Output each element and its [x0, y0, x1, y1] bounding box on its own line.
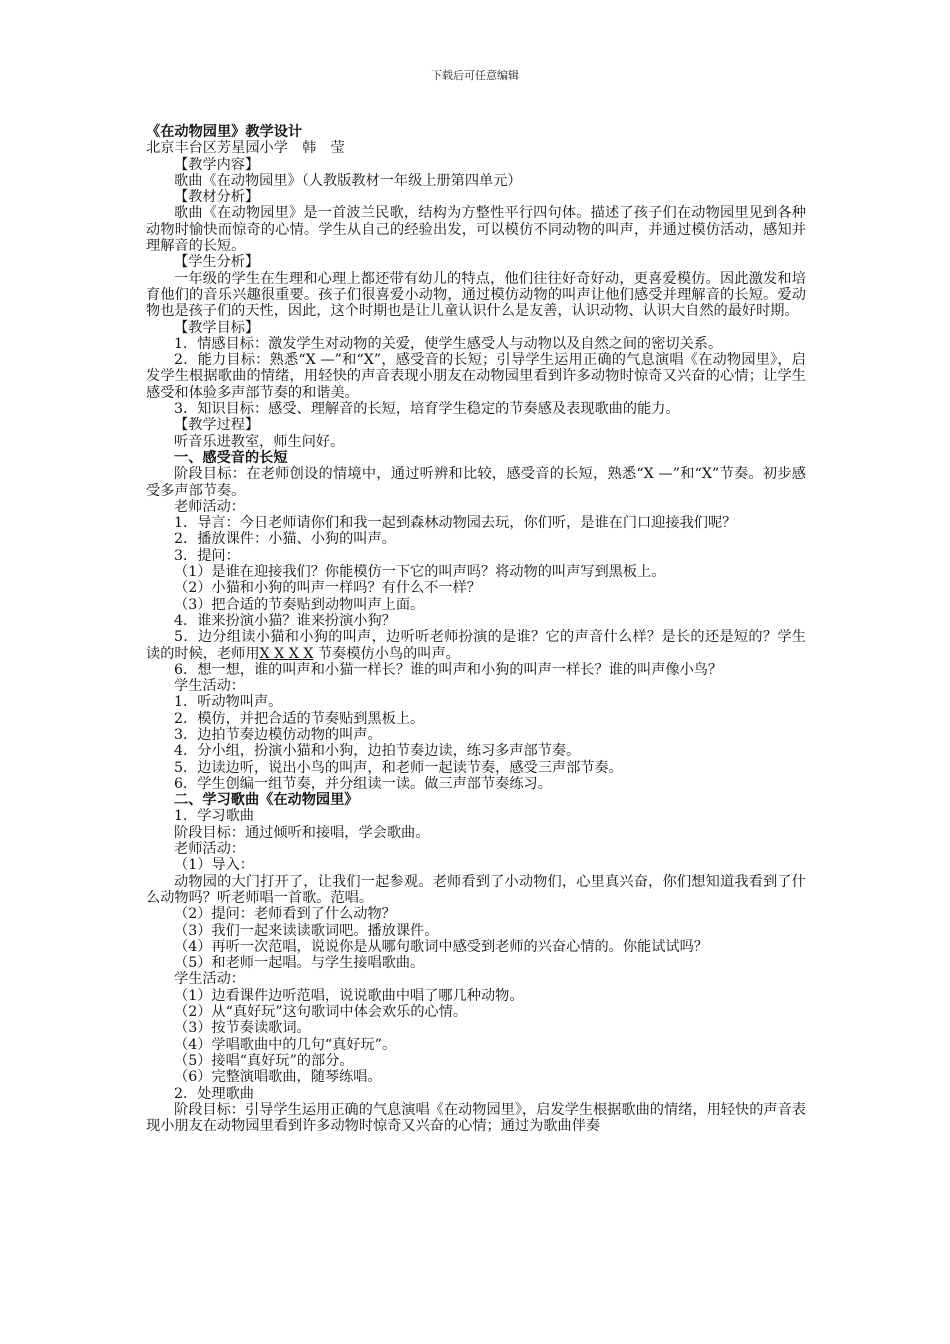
page-header: 下载后可任意编辑 [431, 69, 519, 82]
teacher-step-5 [146, 629, 806, 662]
section-1-title: 一、感受音的长短 [174, 449, 288, 466]
teacher-step-3-3: （3）把合适的节奏贴到动物叫声上面。 [174, 596, 425, 613]
doc-title: 《在动物园里》教学设计 [146, 124, 303, 140]
student-step-3: 3．边拍节奏边模仿动物的叫声。 [174, 726, 382, 743]
teacher-step-3-2: （2）小猫和小狗的叫声一样吗？有什么不一样？ [174, 580, 481, 597]
section-2-title: 二、学习歌曲《在动物园里》 [174, 792, 359, 809]
heading-material: 【教材分析】 [174, 189, 260, 206]
doc-author: 北京丰台区芳星园小学 韩 莹 [146, 140, 345, 157]
teacher-step-4: 4．谁来扮演小猫？谁来扮演小狗？ [174, 612, 396, 629]
goal-1: 1．情感目标：激发学生对动物的关爱，使学生感受人与动物以及自然之间的密切关系。 [174, 335, 723, 352]
teacher-song-4: （4）再听一次范唱，说说你是从哪句歌词中感受到老师的兴奋心情的。你能试试吗？ [174, 938, 708, 955]
student-song-6: （6）完整演唱歌曲，随琴练唱。 [174, 1069, 382, 1086]
heading-student: 【学生分析】 [174, 254, 260, 271]
teacher-song-1-text: 动物园的大门打开了，让我们一起参观。老师看到了小动物们，心里真兴奋，你们想知道我看到了什么动物吗？听老师唱一首歌。范唱。 [146, 873, 806, 906]
student-song-3: （3）按节奏读歌词。 [174, 1020, 311, 1037]
goal-3: 3．知识目标：感受、理解音的长短，培育学生稳定的节奏感及表现歌曲的能力。 [174, 401, 680, 418]
student-step-2: 2．模仿，并把合适的节奏贴到黑板上。 [174, 710, 425, 727]
section-2-sub-1: 1．学习歌曲 [174, 808, 254, 825]
section-2-sub-2: 2．处理歌曲 [174, 1085, 254, 1102]
section-1-student-label: 学生活动： [174, 678, 245, 695]
teacher-song-1: （1）导入： [174, 857, 254, 874]
student-step-6: 6．学生创编一组节奏，并分组读一读。做三声部节奏练习。 [174, 775, 552, 792]
student-text: 一年级的学生在生理和心理上都还带有幼儿的特点，他们往往好奇好动，更喜爱模仿。因此激发和培育他们的音乐兴趣很重要。孩子们很喜爱小动物，通过模仿动物的叫声让他们感受并理解音的长短。爱动物也是孩子们的天性，因此，这个时期也是让儿童认识什么是友善，认识动物、认识大自然的最好时期。 [146, 270, 806, 320]
teacher-step-1: 1．导言：今日老师请你们和我一起到森林动物园去玩，你们听，是谁在门口迎接我们呢？ [174, 515, 737, 532]
section-2-goal: 阶段目标：通过倾听和接唱，学会歌曲。 [174, 824, 430, 841]
section-2-student-label: 学生活动： [174, 971, 245, 988]
heading-content: 【教学内容】 [174, 156, 260, 173]
teacher-step-5-text: 5．边分组读小猫和小狗的叫声，边听听老师扮演的是谁？它的声音什么样？是长的还是短的？学生读的时候，老师用 [146, 629, 806, 662]
teacher-step-2: 2．播放课件：小猫、小狗的叫声。 [174, 531, 396, 548]
teacher-song-2: （2）提问：老师看到了什么动物？ [174, 906, 396, 923]
student-song-1: （1）边看课件边听范唱，说说歌曲中唱了哪几种动物。 [174, 987, 524, 1004]
section-2-teacher-label: 老师活动： [174, 841, 245, 858]
heading-goals: 【教学目标】 [174, 319, 260, 336]
student-song-5: （5）接唱“真好玩”的部分。 [174, 1052, 354, 1069]
student-song-2: （2）从“真好玩”这句歌词中体会欢乐的心情。 [174, 1004, 468, 1021]
student-step-1: 1．听动物叫声。 [174, 694, 283, 711]
teacher-song-5: （5）和老师一起唱。与学生接唱歌曲。 [174, 955, 425, 972]
document-body [146, 124, 806, 1134]
process-intro: 听音乐进教室，师生问好。 [174, 433, 345, 450]
student-step-4: 4．分小组，扮演小猫和小狗，边拍节奏边读，练习多声部节奏。 [174, 743, 581, 760]
goal-2: 2．能力目标：熟悉“X —”和“X”，感受音的长短；引导学生运用正确的气息演唱《在动物园里》，启发学生根据歌曲的情绪，用轻快的声音表现小朋友在动物园里看到许多动物时惊奇又兴奋的心情；让学生感受和体验多声部节奏的和谐美。 [146, 352, 806, 401]
student-song-4: （4）学唱歌曲中的几句“真好玩”。 [174, 1036, 397, 1053]
rhythm-notation: X X X X [259, 645, 314, 662]
teacher-song-3: （3）我们一起来读读歌词吧。播放课件。 [174, 922, 439, 939]
student-step-5: 5．边读边听，说出小鸟的叫声，和老师一起读节奏，感受三声部节奏。 [174, 759, 623, 776]
teacher-step-3: 3．提问： [174, 547, 240, 564]
section-1-teacher-label: 老师活动： [174, 498, 245, 515]
teacher-step-5-tail: 节奏模仿小鸟的叫声。 [313, 645, 460, 662]
teacher-step-6: 6．想一想，谁的叫声和小猫一样长？谁的叫声和小狗的叫声一样长？谁的叫声像小鸟？ [174, 661, 723, 678]
content-text: 歌曲《在动物园里》（人教版教材一年级上册第四单元） [174, 172, 522, 189]
teacher-step-3-1: （1）是谁在迎接我们？你能模仿一下它的叫声吗？将动物的叫声写到黑板上。 [174, 564, 666, 581]
section-2-goal-2: 阶段目标：引导学生运用正确的气息演唱《在动物园里》，启发学生根据歌曲的情绪，用轻快的声音表现小朋友在动物园里看到许多动物时惊奇又兴奋的心情；通过为歌曲伴奏 [146, 1101, 806, 1135]
section-1-goal: 阶段目标：在老师创设的情境中，通过听辨和比较，感受音的长短，熟悉“X —”和“X”节奏。初步感受多声部节奏。 [146, 466, 806, 499]
material-text: 歌曲《在动物园里》是一首波兰民歌，结构为方整性平行四句体。描述了孩子们在动物园里见到各种动物时愉快而惊奇的心情。学生从自己的经验出发，可以模仿不同动物的叫声，并通过模仿活动，感知并理解音的长短。 [146, 205, 806, 255]
heading-process: 【教学过程】 [174, 417, 260, 434]
